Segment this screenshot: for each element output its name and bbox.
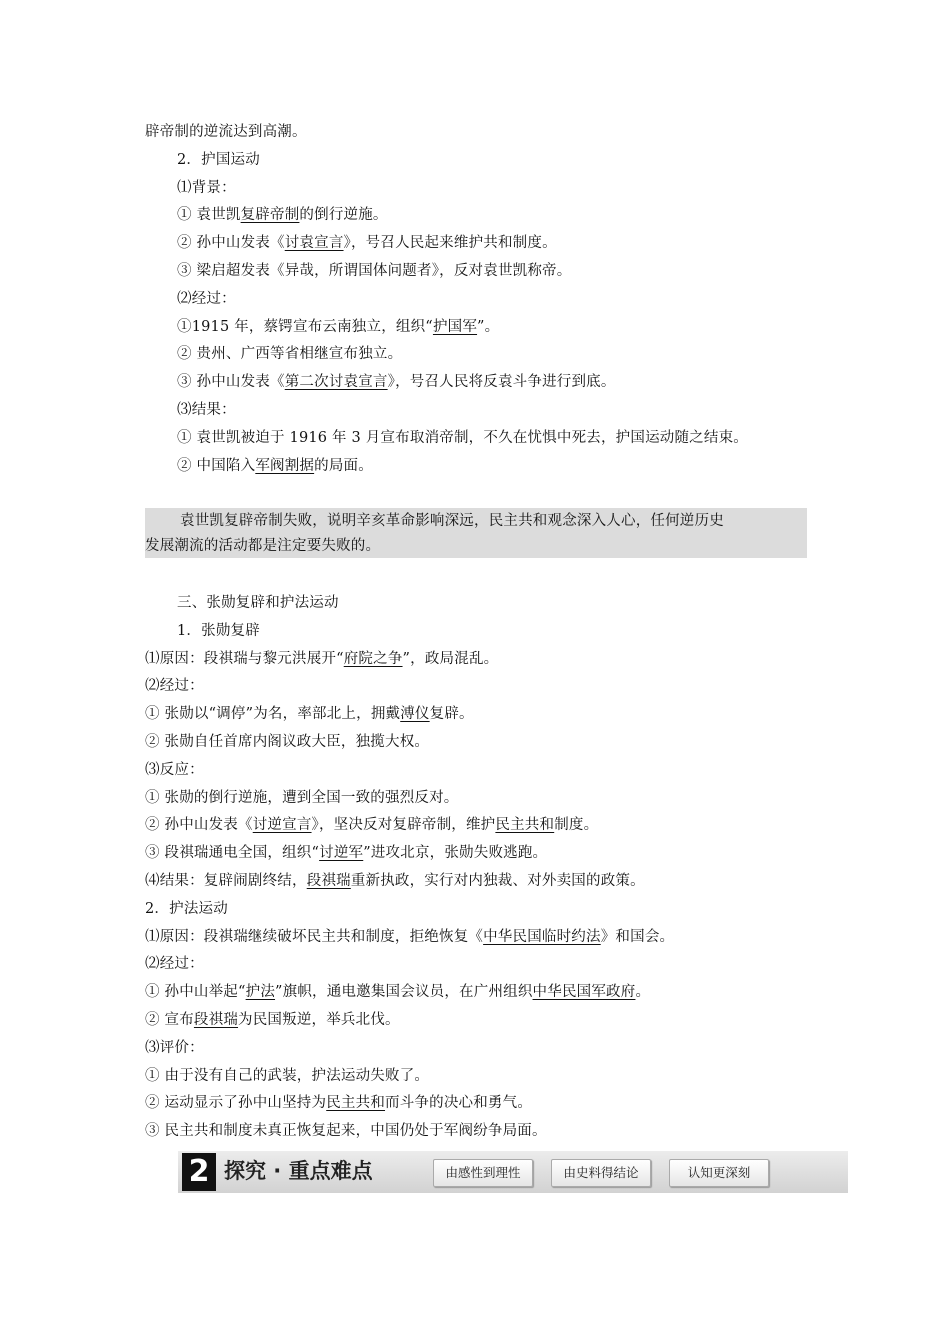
text-line bbox=[145, 982, 650, 1002]
text-run: 。 bbox=[635, 984, 651, 1001]
text-line bbox=[145, 1010, 400, 1030]
text-run: ① 由于没有自己的武装，护法运动失败了。 bbox=[145, 1067, 430, 1084]
text-run: 复辟。 bbox=[429, 706, 474, 723]
text-run: ⑵经过： bbox=[177, 290, 236, 307]
text-run: 制度。 bbox=[554, 817, 599, 834]
text-run: ① 张勋以“调停”为名，率部北上，拥戴 bbox=[145, 706, 401, 723]
banner-button-ganxing[interactable]: 由感性到理性 bbox=[433, 1159, 533, 1187]
text-run: 》，号召人民起来维护共和制度。 bbox=[343, 235, 557, 252]
text-run: 重新执政，实行对内独裁、对外卖国的政策。 bbox=[350, 873, 645, 889]
text-run: ⑶评价： bbox=[145, 1039, 204, 1056]
text-run: ③ 梁启超发表《异哉，所谓国体问题者》，反对袁世凯称帝。 bbox=[177, 263, 572, 279]
underlined-key-term: 溥仪 bbox=[400, 706, 430, 723]
text-run: 》，坚决反对复辟帝制，维护 bbox=[311, 817, 496, 834]
text-run: ⑴背景： bbox=[177, 179, 236, 196]
text-run: ⑷结果：复辟闹剧终结， bbox=[145, 873, 307, 889]
text-run: 的局面。 bbox=[314, 457, 373, 474]
text-run: 为民国叛逆，举兵北伐。 bbox=[238, 1012, 400, 1028]
text-line bbox=[145, 927, 674, 947]
text-line bbox=[177, 289, 236, 309]
text-run: ③ 民主共和制度未真正恢复起来，中国仍处于军阀纷争局面。 bbox=[145, 1123, 547, 1140]
underlined-key-term: 护国军 bbox=[432, 318, 478, 335]
underlined-key-term: 段祺瑞 bbox=[306, 873, 351, 889]
text-line bbox=[145, 788, 459, 808]
text-run: 三、张勋复辟和护法运动 bbox=[177, 595, 339, 611]
text-line bbox=[145, 732, 429, 752]
text-line bbox=[145, 1093, 532, 1113]
text-line bbox=[145, 954, 204, 974]
text-line bbox=[177, 400, 236, 420]
section-number-badge: 2 bbox=[182, 1153, 216, 1191]
text-line bbox=[145, 760, 204, 780]
underlined-key-term: 讨袁宣言 bbox=[284, 235, 344, 252]
text-run: ①1915 年，蔡锷宣布云南独立，组织“ bbox=[177, 318, 433, 335]
text-line bbox=[145, 843, 547, 863]
text-run: 而斗争的决心和勇气。 bbox=[385, 1095, 533, 1112]
text-line bbox=[177, 317, 499, 337]
underlined-key-term: 讨逆宣言 bbox=[252, 817, 312, 834]
text-run: 2．护国运动 bbox=[177, 151, 260, 168]
text-line bbox=[177, 621, 260, 641]
underlined-key-term: 中华民国临时约法 bbox=[483, 928, 601, 945]
text-run: ① 袁世凯 bbox=[177, 207, 241, 224]
text-line bbox=[177, 428, 748, 448]
text-line bbox=[177, 593, 339, 613]
text-run: ⑴原因：段祺瑞与黎元洪展开“ bbox=[145, 650, 344, 667]
text-line bbox=[145, 899, 228, 919]
underlined-key-term: 府院之争 bbox=[343, 650, 403, 667]
text-line bbox=[145, 704, 474, 724]
text-run: 的倒行逆施。 bbox=[299, 207, 388, 224]
text-run: ”，政局混乱。 bbox=[402, 650, 499, 667]
text-run: ① 孙中山举起“ bbox=[145, 984, 246, 1001]
underlined-key-term: 护法 bbox=[245, 984, 276, 1001]
text-run: ⑶结果： bbox=[177, 402, 236, 418]
summary-note-box bbox=[145, 508, 807, 558]
text-run: ③ 孙中山发表《 bbox=[177, 374, 285, 391]
text-line bbox=[177, 233, 557, 253]
text-run: ① 袁世凯被迫于 1916 年 3 月宣布取消帝制，不久在忧惧中死去，护国运动随之结束。 bbox=[177, 429, 748, 446]
text-run: 辟帝制的逆流达到高潮。 bbox=[145, 124, 307, 140]
text-run: ② 贵州、广西等省相继宣布独立。 bbox=[177, 346, 403, 363]
text-run: 》和国会。 bbox=[600, 928, 675, 945]
text-line bbox=[145, 871, 645, 891]
underlined-key-term: 民主共和 bbox=[326, 1095, 386, 1112]
underlined-key-term: 第二次讨袁宣言 bbox=[284, 374, 388, 391]
text-run: ”进攻北京，张勋失败逃跑。 bbox=[363, 845, 548, 862]
text-line bbox=[145, 1038, 204, 1058]
text-run: ② 孙中山发表《 bbox=[177, 235, 285, 252]
text-line bbox=[177, 372, 616, 392]
text-line bbox=[145, 676, 204, 696]
text-run: ② 运动显示了孙中山坚持为 bbox=[145, 1095, 327, 1112]
text-line bbox=[145, 1121, 547, 1141]
note-line: 发展潮流的活动都是注定要失败的。 bbox=[145, 538, 381, 554]
banner-button-shiliao[interactable]: 由史料得结论 bbox=[551, 1159, 651, 1187]
underlined-key-term: 段祺瑞 bbox=[193, 1012, 239, 1028]
text-run: ”。 bbox=[477, 318, 500, 335]
text-run: 1．张勋复辟 bbox=[177, 622, 260, 639]
underlined-key-term: 军阀割据 bbox=[255, 457, 315, 474]
text-run: ① 张勋的倒行逆施，遭到全国一致的强烈反对。 bbox=[145, 789, 459, 806]
underlined-key-term: 讨逆军 bbox=[319, 845, 364, 862]
text-run: ② 张勋自任首席内阁议政大臣，独揽大权。 bbox=[145, 734, 430, 750]
text-line bbox=[145, 649, 498, 669]
text-run: ⑵经过： bbox=[145, 678, 204, 695]
text-run: ② 宣布 bbox=[145, 1012, 194, 1028]
text-line bbox=[145, 815, 598, 835]
text-line bbox=[177, 178, 236, 198]
text-line bbox=[177, 205, 388, 225]
text-line bbox=[177, 344, 402, 364]
text-run: ③ 段祺瑞通电全国，组织“ bbox=[145, 845, 320, 862]
text-run: ② 孙中山发表《 bbox=[145, 817, 253, 834]
banner-button-renzhi[interactable]: 认知更深刻 bbox=[669, 1159, 769, 1187]
text-run: ⑴原因：段祺瑞继续破坏民主共和制度，拒绝恢复《 bbox=[145, 928, 484, 945]
underlined-key-term: 中华民国军政府 bbox=[532, 984, 636, 1001]
text-line bbox=[145, 122, 307, 142]
text-line bbox=[177, 150, 260, 170]
text-line bbox=[177, 456, 373, 476]
text-line bbox=[177, 261, 571, 281]
text-run: ② 中国陷入 bbox=[177, 457, 256, 474]
text-run: ”旗帜，通电邀集国会议员，在广州组织 bbox=[275, 984, 533, 1001]
note-line: 袁世凯复辟帝制失败，说明辛亥革命影响深远，民主共和观念深入人心，任何逆历史 bbox=[180, 513, 724, 529]
text-run: ⑵经过： bbox=[145, 956, 204, 973]
text-run: 2．护法运动 bbox=[145, 900, 228, 917]
underlined-key-term: 复辟帝制 bbox=[240, 207, 300, 224]
text-line bbox=[145, 1066, 429, 1086]
banner-title: 探究 · 重点难点 bbox=[224, 1159, 373, 1183]
section-banner bbox=[178, 1151, 848, 1193]
text-run: 》，号召人民将反袁斗争进行到底。 bbox=[387, 374, 616, 391]
underlined-key-term: 民主共和 bbox=[495, 817, 555, 834]
text-run: ⑶反应： bbox=[145, 761, 204, 778]
